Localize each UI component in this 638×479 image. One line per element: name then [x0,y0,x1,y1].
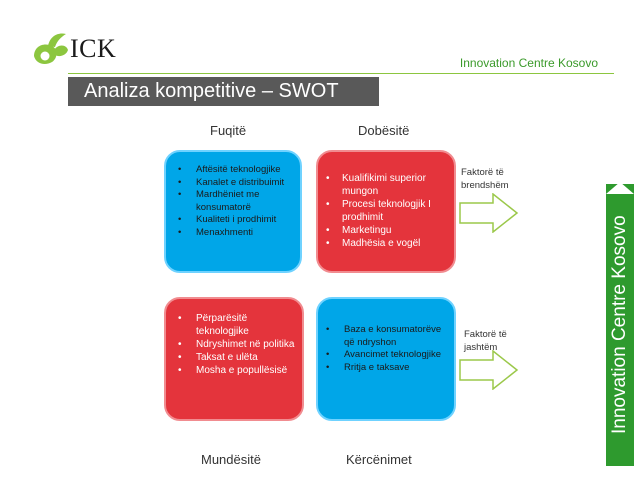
list-item: • Ndryshimet në politika [170,338,298,351]
list-item: • Mardhëniet me konsumatorë [170,189,296,214]
list-item: • Avancimet teknologjike [318,349,450,362]
strengths-list [170,164,296,239]
threats-label: Kërcënimet [346,452,412,467]
slide-title: Analiza kompetitive – SWOT [84,80,339,102]
opportunities-list [170,312,298,377]
org-name: Innovation Centre Kosovo [459,56,598,70]
header-divider [68,73,614,74]
list-item: • Marketingu [318,224,450,237]
strengths-box [164,150,302,273]
threats-list [318,324,450,374]
weaknesses-box [316,150,456,273]
arrow-right-icon [459,350,519,390]
list-item: • Rritja e taksave [318,362,450,375]
list-item: • Aftësitë teknologjike [170,164,296,177]
weaknesses-label: Dobësitë [358,123,410,138]
list-item: • Mosha e popullësisë [170,364,298,377]
opportunities-label: Mundësitë [201,452,261,467]
list-item: • Madhësia e vogël [318,237,450,250]
weaknesses-list [318,172,450,250]
strengths-label: Fuqitë [210,123,247,138]
internal-factors-label: Faktorë të brendshëm [461,167,509,191]
list-item: • Përparësitë teknologjike [170,312,298,338]
list-item: • Kualifikimi superior mungon [318,172,450,198]
list-item: • Menaxhmenti [170,227,296,240]
logo-text: ICK [70,34,117,63]
list-item: • Procesi teknologjik I prodhimit [318,198,450,224]
opportunities-box [164,297,304,421]
list-item: • Kanalet e distribuimit [170,177,296,190]
threats-box [316,297,456,421]
list-item: • Taksat e ulëta [170,351,298,364]
external-factors-label: Faktorë të jashtëm [464,329,507,353]
list-item: • Kualiteti i prodhimit [170,214,296,227]
arrow-right-icon [459,193,519,233]
vertical-banner-text: Innovation Centre Kosovo [609,215,630,435]
list-item: • Baza e konsumatorëve që ndryshon [318,324,450,349]
